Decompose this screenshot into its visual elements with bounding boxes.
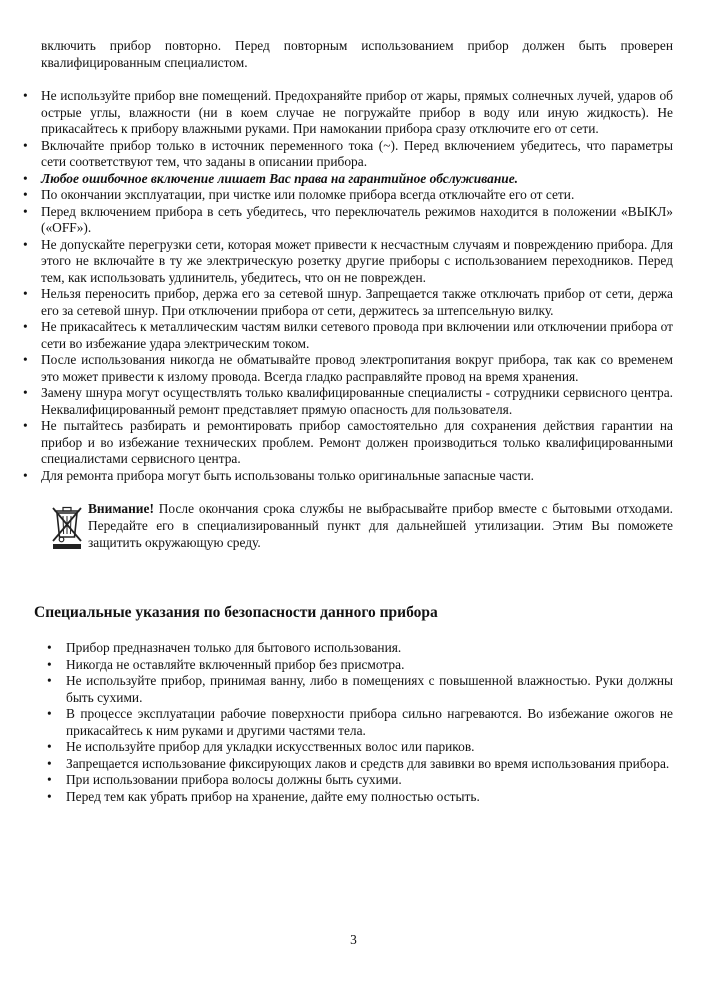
special-list-item: • Не используйте прибор, принимая ванну, либо в помещениях с повышенной влажностью. Руки должны быть сухими. <box>47 673 673 705</box>
notice-body: После окончания срока службы не выбрасывайте прибор вместе с бытовыми отходами. Передайте его в специализированный пункт для дальнейшей утилизации. Этим Вы поможете защитить окружающую среду. <box>88 501 673 550</box>
bullet-icon: • <box>47 755 52 771</box>
bullet-icon: • <box>47 706 52 721</box>
bullet-icon: • <box>47 673 52 688</box>
bullet-icon: • <box>23 286 28 301</box>
safety-list-item: • Перед включением прибора в сеть убедитесь, что переключатель режимов находится в положении «ВЫКЛ» («OFF»). <box>23 203 673 235</box>
special-instructions-list <box>47 640 673 805</box>
safety-list-item: • Замену шнура могут осуществлять только квалифицированные специалисты - сотрудники сервисного центра. Неквалифицированный ремонт представляет прямую опасность для пользователя. <box>23 385 673 417</box>
bullet-icon: • <box>23 187 28 202</box>
safety-list-item-warranty: • Любое ошибочное включение лишает Вас права на гарантийное обслуживание. <box>23 170 518 186</box>
special-list-item: • Прибор предназначен только для бытового использования. <box>47 640 402 655</box>
bullet-icon: • <box>47 640 52 655</box>
bullet-icon: • <box>47 656 52 672</box>
safety-list-item: • Не пытайтесь разбирать и ремонтировать прибор самостоятельно для сохранения действия гарантии на прибор и во избежание технических проблем. Ремонт должен производиться только квалифицированными специалистами сервисного центра. <box>23 418 673 466</box>
bullet-icon: • <box>23 137 28 153</box>
bullet-icon: • <box>23 319 28 334</box>
special-list-item: • В процессе эксплуатации рабочие поверхности прибора сильно нагреваются. Во избежание ожогов не прикасайтесь к ним руками и другими частями тела. <box>47 706 673 738</box>
disposal-notice <box>48 500 673 556</box>
bullet-icon: • <box>47 772 52 787</box>
intro-continuation-text: включить прибор повторно. Перед повторным использованием прибор должен быть проверен квалифицированным специалистом. <box>41 38 673 70</box>
safety-list-item: • Для ремонта прибора могут быть использованы только оригинальные запасные части. <box>23 467 534 483</box>
safety-list-item: • Не используйте прибор вне помещений. Предохраняйте прибор от жары, прямых солнечных лучей, ударов об острые углы, влажности (ни в коем случае не погружайте прибор в воду или иную жидкость). Не прикасайтесь к прибору влажными руками. При намокании прибора сразу отключите его от сети. <box>23 88 673 136</box>
special-list-item: • При использовании прибора волосы должны быть сухими. <box>47 772 402 787</box>
bullet-icon: • <box>23 418 28 433</box>
crossed-out-wheelie-bin-icon <box>48 504 86 550</box>
notice-label: Внимание! <box>88 501 154 516</box>
special-list-item: • Перед тем как убрать прибор на хранение, дайте ему полностью остыть. <box>47 788 480 804</box>
special-list-item: • Не используйте прибор для укладки искусственных волос или париков. <box>47 739 475 754</box>
section-title: Специальные указания по безопасности данного прибора <box>34 604 438 621</box>
safety-list-item: • Не допускайте перегрузки сети, которая может привести к несчастным случаям и повреждению прибора. Для этого не включайте в ту же электрическую розетку другие приборы с использованием переходников. Перед тем, как использовать удлинитель, убедитесь, что он не поврежден. <box>23 236 673 285</box>
safety-list-item: • По окончании эксплуатации, при чистке или поломке прибора всегда отключайте его от сети. <box>23 187 575 202</box>
bullet-icon: • <box>23 170 28 186</box>
safety-list-item: • Включайте прибор только в источник переменного тока (~). Перед включением убедитесь, что параметры сети соответствуют тем, что заданы в описании прибора. <box>23 137 673 169</box>
bullet-icon: • <box>23 236 28 252</box>
bullet-icon: • <box>23 385 28 400</box>
safety-list <box>23 88 673 484</box>
safety-list-item: • После использования никогда не обматывайте провод электропитания вокруг прибора, так как со временем это может привести к излому провода. Всегда гладко расправляйте провод на время хранения. <box>23 352 673 384</box>
bullet-icon: • <box>23 467 28 483</box>
bullet-icon: • <box>23 88 28 103</box>
safety-list-item: • Нельзя переносить прибор, держа его за сетевой шнур. Запрещается также отключать прибор от сети, держа его за сетевой шнур. При отключении прибора от сети, держитесь за штепсельную вилку. <box>23 286 673 318</box>
bullet-icon: • <box>23 203 28 219</box>
special-list-item: • Запрещается использование фиксирующих лаков и средств для завивки во время использования прибора. <box>47 755 670 771</box>
safety-list-item: • Не прикасайтесь к металлическим частям вилки сетевого провода при включении или отключении прибора от сети во избежание удара электрическим током. <box>23 319 673 351</box>
special-list-item: • Никогда не оставляйте включенный прибор без присмотра. <box>47 656 405 672</box>
page-number: 3 <box>350 932 357 947</box>
disposal-notice-text <box>88 500 673 551</box>
bullet-icon: • <box>23 352 28 367</box>
bullet-icon: • <box>47 788 52 804</box>
bullet-icon: • <box>47 739 52 754</box>
